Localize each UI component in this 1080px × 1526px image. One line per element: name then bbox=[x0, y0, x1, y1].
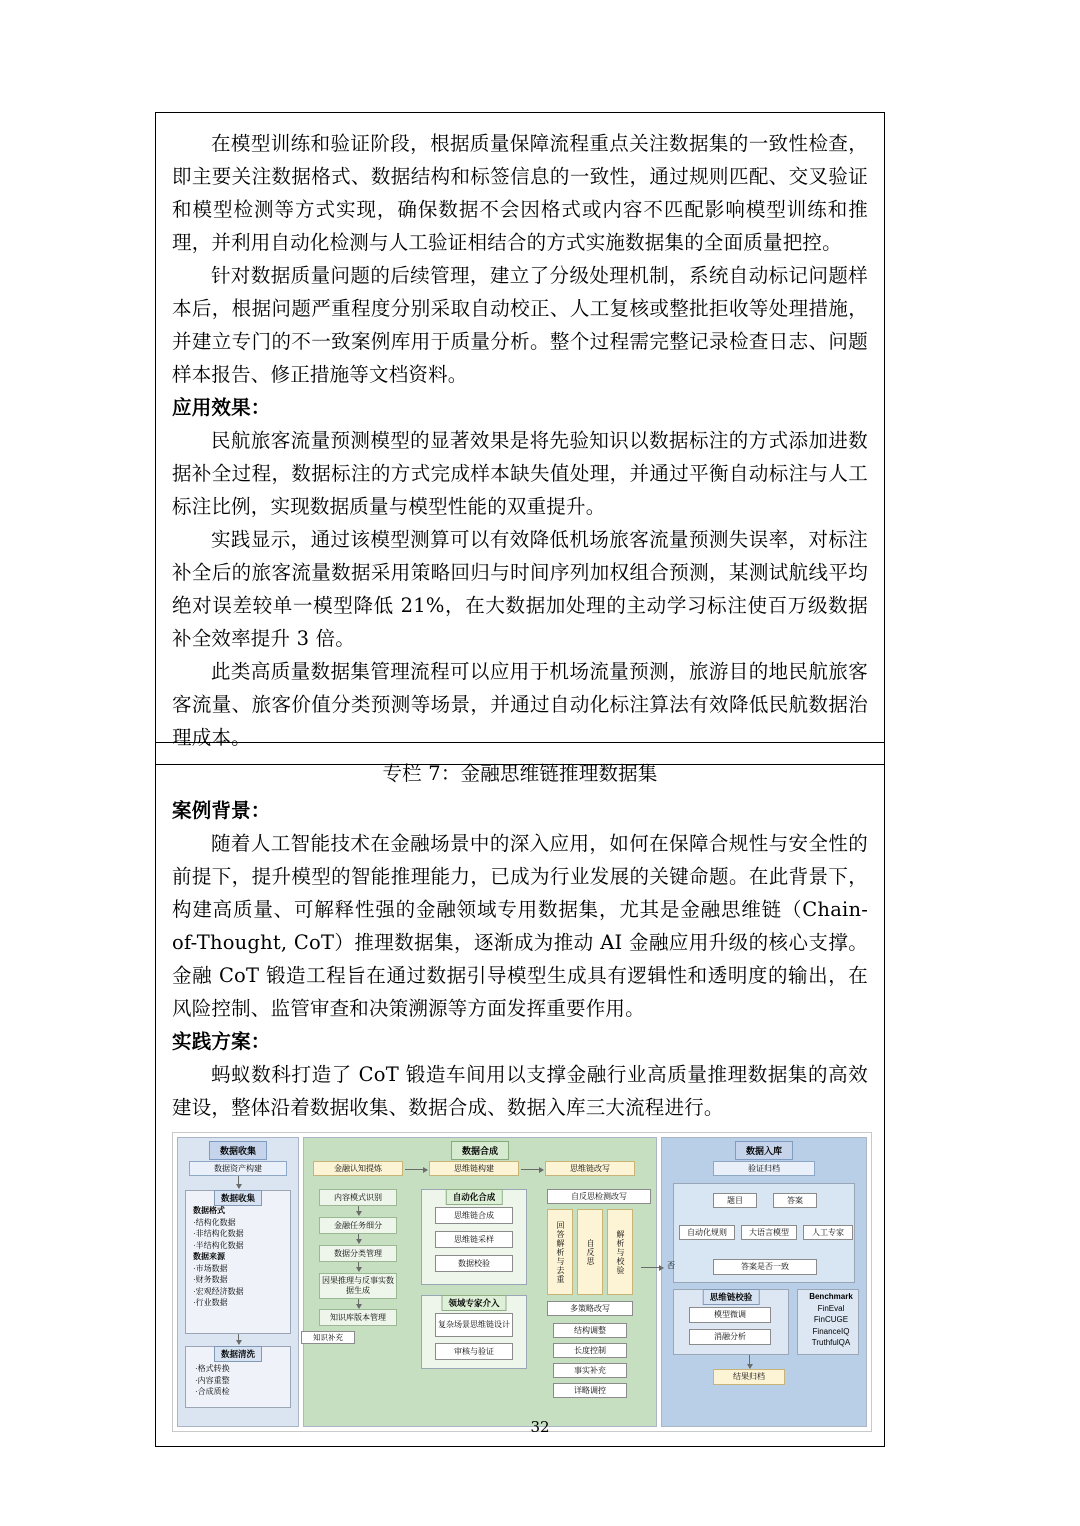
group-label-data-cleaning: 数据清洗 bbox=[214, 1346, 262, 1362]
node-cot-sampling: 思维链采样 bbox=[435, 1231, 513, 1248]
node-auto-rules: 自动化规则 bbox=[679, 1225, 735, 1240]
group-label-data-collection: 数据收集 bbox=[214, 1190, 262, 1206]
list-data-cleaning-items: ·格式转换 ·内容重整 ·合成质检 bbox=[195, 1364, 230, 1396]
section-label-case-background: 案例背景： bbox=[172, 799, 271, 822]
list-benchmark: Benchmark FinEval FinCUGE FinanceIQ TruthfulQA bbox=[809, 1292, 853, 1347]
node-review-verify: 审核与验证 bbox=[435, 1343, 513, 1360]
node-content-pattern-recognition: 内容模式识别 bbox=[319, 1189, 397, 1206]
node-result-archive: 结果归档 bbox=[713, 1369, 785, 1385]
column-header-storage: 数据入库 bbox=[735, 1141, 793, 1160]
node-knowledge-supplement: 知识补充 bbox=[301, 1331, 355, 1344]
paragraph: 实践显示，通过该模型测算可以有效降低机场旅客流量预测失误率，对标注补全后的旅客流量数据采用策略回归与时间序列加权组合预测，某测试航线平均绝对误差较单一模型降低 21%，在大数据加处理的主动学习标注使百万级数据补全效率提升 3 倍。 bbox=[172, 528, 868, 650]
list-data-collection-items: 数据格式 ·结构化数据 ·非结构化数据 ·半结构化数据 数据来源 ·市场数据 ·财务数据 ·宏观经济数据 ·行业数据 bbox=[193, 1206, 244, 1307]
paragraph: 民航旅客流量预测模型的显著效果是将先验知识以数据标注的方式添加进数据补全过程，数据标注的方式完成样本缺失值处理，并通过平衡自动标注与人工标注比例，实现数据质量与模型性能的双重提升。 bbox=[172, 429, 868, 518]
arrow-right bbox=[641, 1267, 663, 1268]
node-detail-tuning: 详略调控 bbox=[553, 1383, 627, 1398]
section-label-practice-plan: 实践方案： bbox=[172, 1030, 271, 1053]
content-box-2 bbox=[155, 742, 885, 1447]
group-label-auto-synthesis: 自动化合成 bbox=[446, 1189, 503, 1205]
paragraph: 随着人工智能技术在金融场景中的深入应用，如何在保障合规性与安全性的前提下，提升模型的智能推理能力，已成为行业发展的关键命题。在此背景下，构建高质量、可解释性强的金融领域专用数据集，尤其是金融思维链（Chain-of-Thought, CoT）推理数据集，逐渐成为推动 AI 金融应用升级的核心支撑。金融 CoT 锻造工程旨在通过数据引导模型生成具有逻辑性和透明度的输出，在风险控制、监管审查和决策溯源等方面发挥重要作用。 bbox=[172, 832, 868, 1020]
node-financial-cognition-refine: 金融认知提炼 bbox=[313, 1161, 403, 1176]
arrow-down bbox=[358, 1234, 359, 1243]
arrow-right bbox=[521, 1169, 543, 1170]
node-question: 题目 bbox=[713, 1193, 757, 1208]
node-complex-scenario-cot-design: 复杂场景思维链设计 bbox=[435, 1313, 513, 1337]
node-knowledge-version-mgmt: 知识库版本管理 bbox=[319, 1309, 397, 1326]
node-answer-parse-dedup: 回答解析与去重 bbox=[547, 1209, 573, 1295]
arrow-down bbox=[358, 1299, 359, 1308]
cot-workshop-diagram bbox=[172, 1132, 872, 1432]
paragraph: 此类高质量数据集管理流程可以应用于机场流量预测，旅游目的地民航旅客客流量、旅客价值分类预测等场景，并通过自动化标注算法有效降低民航数据治理成本。 bbox=[172, 660, 868, 749]
node-structure-adjust: 结构调整 bbox=[553, 1323, 627, 1338]
node-cot-synthesis: 思维链合成 bbox=[435, 1207, 513, 1224]
page-number: 32 bbox=[530, 1418, 550, 1436]
node-answer-consistency-check: 答案是否一致 bbox=[713, 1259, 817, 1275]
node-fact-supplement: 事实补充 bbox=[553, 1363, 627, 1378]
node-answer: 答案 bbox=[773, 1193, 817, 1208]
node-financial-task-split: 金融任务细分 bbox=[319, 1217, 397, 1234]
arrow-down bbox=[358, 1262, 359, 1271]
node-parse-verify: 解析与校验 bbox=[607, 1209, 633, 1295]
box-title: 专栏 7：金融思维链推理数据集 bbox=[382, 762, 658, 785]
node-model-finetune: 模型微调 bbox=[689, 1307, 771, 1323]
paragraph: 在模型训练和验证阶段，根据质量保障流程重点关注数据集的一致性检查，即主要关注数据格式、数据结构和标签信息的一致性，通过规则匹配、交叉验证和模型检测等方式实现，确保数据不会因格式或内容不匹配影响模型训练和推理，并利用自动化检测与人工验证相结合的方式实施数据集的全面质量把控。 bbox=[172, 132, 868, 254]
node-length-control: 长度控制 bbox=[553, 1343, 627, 1358]
arrow-down bbox=[238, 1176, 239, 1188]
node-data-validation: 数据校验 bbox=[435, 1255, 513, 1272]
column-header-synthesis: 数据合成 bbox=[451, 1141, 509, 1160]
label-branch-no: 否 bbox=[667, 1261, 675, 1270]
node-cot-construction: 思维链构建 bbox=[429, 1161, 519, 1176]
node-llm: 大语言模型 bbox=[741, 1225, 797, 1240]
paragraph: 针对数据质量问题的后续管理，建立了分级处理机制，系统自动标记问题样本后，根据问题严重程度分别采取自动校正、人工复核或整批拒收等处理措施，并建立专门的不一致案例库用于质量分析。整个过程需完整记录检查日志、问题样本报告、修正措施等文档资料。 bbox=[172, 264, 868, 386]
arrow-down bbox=[238, 1334, 239, 1344]
arrow-right bbox=[405, 1169, 427, 1170]
column-header-collect: 数据收集 bbox=[209, 1141, 267, 1160]
node-ablation-analysis: 消融分析 bbox=[689, 1329, 771, 1345]
group-label-cot-quality-check: 思维链校验 bbox=[703, 1289, 760, 1305]
arrow-down bbox=[358, 1206, 359, 1215]
node-verify-archive: 验证归档 bbox=[713, 1161, 815, 1176]
group-label-domain-expert: 领域专家介入 bbox=[441, 1295, 506, 1311]
node-causal-counterfactual: 因果推理与反事实数据生成 bbox=[319, 1273, 397, 1299]
node-data-classification-mgmt: 数据分类管理 bbox=[319, 1245, 397, 1262]
arrow-down bbox=[749, 1355, 750, 1368]
node-self-reflection: 自反思 bbox=[577, 1209, 603, 1295]
node-multi-strategy-rewrite: 多策略改写 bbox=[547, 1301, 633, 1316]
section-label-application-effect: 应用效果： bbox=[172, 396, 271, 419]
node-cot-rewrite: 思维链改写 bbox=[545, 1161, 635, 1176]
content-box-1 bbox=[155, 112, 885, 765]
node-human-expert: 人工专家 bbox=[803, 1225, 853, 1240]
paragraph: 蚂蚁数科打造了 CoT 锻造车间用以支撑金融行业高质量推理数据集的高效建设，整体沿着数据收集、数据合成、数据入库三大流程进行。 bbox=[172, 1063, 868, 1119]
node-data-asset-build: 数据资产构建 bbox=[189, 1161, 287, 1176]
node-self-reflection-detect-rewrite: 自反思检测改写 bbox=[547, 1189, 651, 1204]
